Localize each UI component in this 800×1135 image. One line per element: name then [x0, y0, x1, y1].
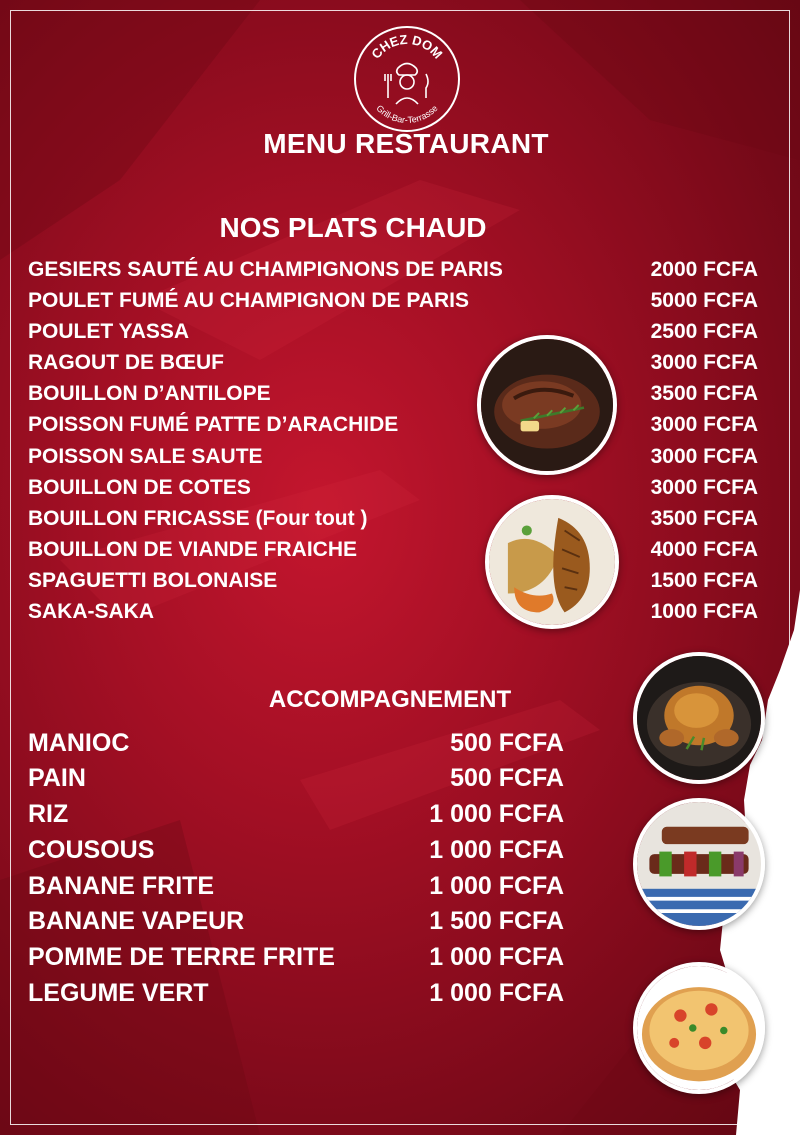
menu-item	[28, 445, 758, 475]
item-name: POMME DE TERRE FRITE	[28, 943, 335, 971]
item-price: 1 000 FCFA	[429, 943, 564, 971]
menu-item	[28, 729, 564, 763]
item-name: POULET FUMÉ AU CHAMPIGNON DE PARIS	[28, 289, 470, 312]
item-name: BANANE VAPEUR	[28, 907, 245, 935]
roast-chicken-photo	[633, 652, 765, 784]
menu-item	[28, 413, 758, 443]
svg-text:CHEZ DOM: CHEZ DOM	[368, 31, 446, 62]
item-name: GESIERS SAUTÉ AU CHAMPIGNONS DE PARIS	[28, 258, 503, 281]
item-price: 1 000 FCFA	[429, 979, 564, 1007]
item-name: BOUILLON FRICASSE (Four tout )	[28, 507, 368, 530]
sides-heading: ACCOMPAGNEMENT	[268, 686, 512, 713]
menu-item	[28, 943, 564, 977]
item-price: 4000 FCFA	[650, 538, 758, 561]
menu-item	[28, 476, 758, 506]
item-name: SPAGUETTI BOLONAISE	[28, 569, 278, 592]
item-name: BOUILLON DE COTES	[28, 476, 251, 499]
kebab-skewers-photo	[633, 798, 765, 930]
item-price: 3500 FCFA	[650, 382, 758, 405]
item-name: LEGUME VERT	[28, 979, 209, 1007]
item-price: 1000 FCFA	[650, 600, 758, 623]
menu-item	[28, 351, 758, 381]
item-name: RIZ	[28, 800, 69, 828]
menu-item	[28, 907, 564, 941]
item-name: BOUILLON D’ANTILOPE	[28, 382, 271, 405]
item-name: MANIOC	[28, 729, 130, 757]
pizza-photo	[633, 962, 765, 1094]
item-price: 3000 FCFA	[650, 413, 758, 436]
menu-item	[28, 836, 564, 870]
menu-item	[28, 979, 564, 1013]
item-name: BOUILLON DE VIANDE FRAICHE	[28, 538, 358, 561]
item-price: 500 FCFA	[450, 729, 564, 757]
menu-item	[28, 258, 758, 288]
item-name: POULET YASSA	[28, 320, 190, 343]
menu-item	[28, 289, 758, 319]
menu-item	[28, 872, 564, 906]
menu-item	[28, 569, 758, 599]
item-price: 1500 FCFA	[650, 569, 758, 592]
menu-title: MENU RESTAURANT	[263, 128, 549, 159]
hot-dishes-heading: NOS PLATS CHAUD	[219, 212, 487, 243]
item-name: COUSOUS	[28, 836, 155, 864]
menu-item	[28, 382, 758, 412]
menu-item	[28, 800, 564, 834]
item-price: 500 FCFA	[450, 764, 564, 792]
item-price: 3000 FCFA	[650, 351, 758, 374]
svg-text:Grill-Bar-Terrasse: Grill-Bar-Terrasse	[374, 103, 440, 126]
item-price: 3000 FCFA	[650, 476, 758, 499]
menu-item	[28, 764, 564, 798]
item-price: 3000 FCFA	[650, 445, 758, 468]
item-name: POISSON SALE SAUTE	[28, 445, 263, 468]
item-price: 5000 FCFA	[650, 289, 758, 312]
menu-item	[28, 320, 758, 350]
item-price: 1 500 FCFA	[429, 907, 564, 935]
item-name: PAIN	[28, 764, 86, 792]
item-price: 2500 FCFA	[650, 320, 758, 343]
item-name: BANANE FRITE	[28, 872, 215, 900]
steak-photo	[477, 335, 617, 475]
item-price: 1 000 FCFA	[429, 836, 564, 864]
menu-item	[28, 538, 758, 568]
item-price: 1 000 FCFA	[429, 872, 564, 900]
item-price: 3500 FCFA	[650, 507, 758, 530]
grilled-fish-photo	[485, 495, 619, 629]
item-name: SAKA-SAKA	[28, 600, 154, 623]
item-name: RAGOUT DE BŒUF	[28, 351, 224, 374]
chez-dom-logo	[352, 24, 462, 134]
item-price: 1 000 FCFA	[429, 800, 564, 828]
menu-item	[28, 600, 758, 630]
menu-item	[28, 507, 758, 537]
item-name: POISSON FUMÉ PATTE D’ARACHIDE	[28, 413, 399, 436]
item-price: 2000 FCFA	[650, 258, 758, 281]
